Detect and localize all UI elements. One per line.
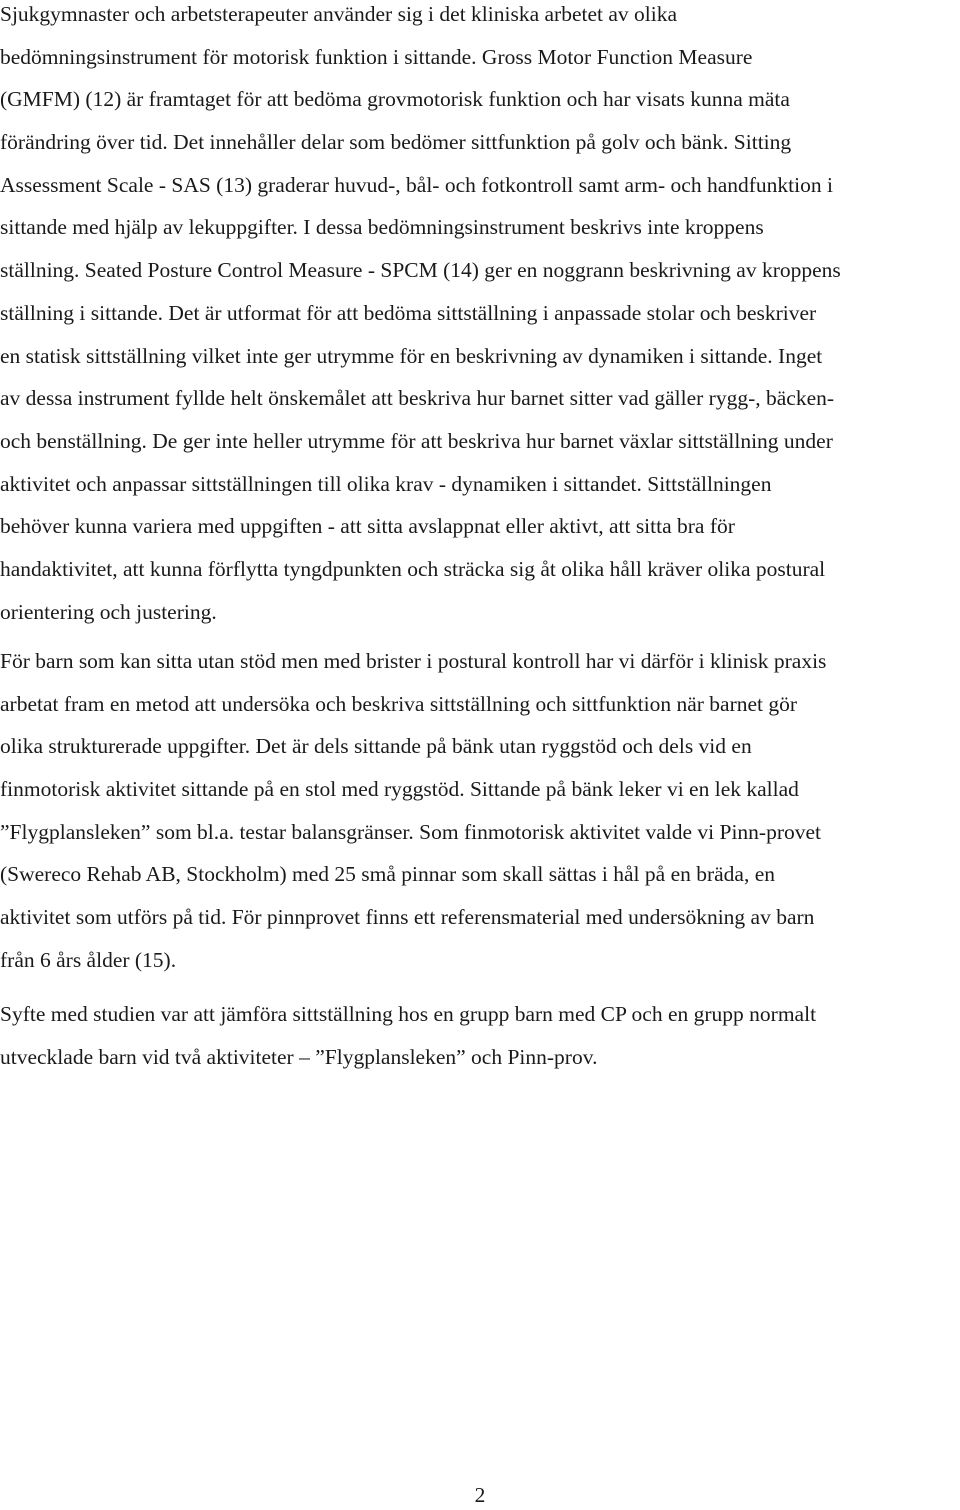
text-line: av dessa instrument fyllde helt önskemålet att beskriva hur barnet sitter vad gäller rygg-, bäcken-: [0, 386, 835, 411]
text-line: aktivitet som utförs på tid. För pinnprovet finns ett referensmaterial med undersökning av barn: [0, 905, 815, 930]
text-line: Syfte med studien var att jämföra sittställning hos en grupp barn med CP och en grupp normalt: [0, 1002, 817, 1026]
text-line: ställning. Seated Posture Control Measure - SPCM (14) ger en noggrann beskrivning av kroppens: [0, 258, 841, 283]
text-line: handaktivitet, att kunna förflytta tyngdpunkten och sträcka sig åt olika håll kräver olika postural: [0, 556, 826, 581]
text-line: en statisk sittställning vilket inte ger utrymme för en beskrivning av dynamiken i sittande. Inget: [0, 343, 823, 368]
text-line: och benställning. De ger inte heller utrymme för att beskriva hur barnet växlar sittställning under: [0, 428, 833, 453]
text-line: (GMFM) (12) är framtaget för att bedöma grovmotorisk funktion och har visats kunna mäta: [0, 87, 790, 112]
text-line: sittande med hjälp av lekuppgifter. I dessa bedömningsinstrument beskrivs inte kroppens: [0, 215, 764, 240]
text-line: Assessment Scale - SAS (13) graderar huvud-, bål- och fotkontroll samt arm- och handfunktion i: [0, 172, 833, 197]
text-line: ”Flygplansleken” som bl.a. testar balansgränser. Som finmotorisk aktivitet valde vi Pinn-provet: [0, 819, 822, 844]
text-line: olika strukturerade uppgifter. Det är dels sittande på bänk utan ryggstöd och dels vid en: [0, 734, 752, 759]
paragraph-3: [0, 993, 960, 1078]
text-line: förändring över tid. Det innehåller delar som bedömer sittfunktion på golv och bänk. Sitting: [0, 130, 792, 155]
text-line: arbetat fram en metod att undersöka och beskriva sittställning och sittfunktion när barnet gör: [0, 691, 798, 716]
text-line: För barn som kan sitta utan stöd men med brister i postural kontroll har vi därför i klinisk praxis: [0, 649, 827, 673]
text-line: från 6 års ålder (15).: [0, 947, 177, 972]
paragraph-2: [0, 640, 960, 982]
text-line: (Swereco Rehab AB, Stockholm) med 25 små pinnar som skall sättas i hål på en bräda, en: [0, 862, 776, 887]
text-line: utvecklade barn vid två aktiviteter – ”Flygplansleken” och Pinn-prov.: [0, 1044, 598, 1069]
paragraph-1: [0, 0, 960, 633]
text-line: aktivitet och anpassar sittställningen till olika krav - dynamiken i sittandet. Sittställningen: [0, 471, 772, 496]
text-line: orientering och justering.: [0, 599, 217, 624]
text-line: finmotorisk aktivitet sittande på en stol med ryggstöd. Sittande på bänk leker vi en lek kallad: [0, 777, 799, 802]
text-line: Sjukgymnaster och arbetsterapeuter använder sig i det kliniska arbetet av olika: [0, 2, 678, 26]
text-line: behöver kunna variera med uppgiften - att sitta avslappnat eller aktivt, att sitta bra för: [0, 514, 735, 539]
text-line: ställning i sittande. Det är utformat för att bedöma sittställning i anpassade stolar och beskriver: [0, 300, 817, 325]
text-line: bedömningsinstrument för motorisk funktion i sittande. Gross Motor Function Measure: [0, 44, 753, 69]
page-number: 2: [474, 1483, 486, 1507]
